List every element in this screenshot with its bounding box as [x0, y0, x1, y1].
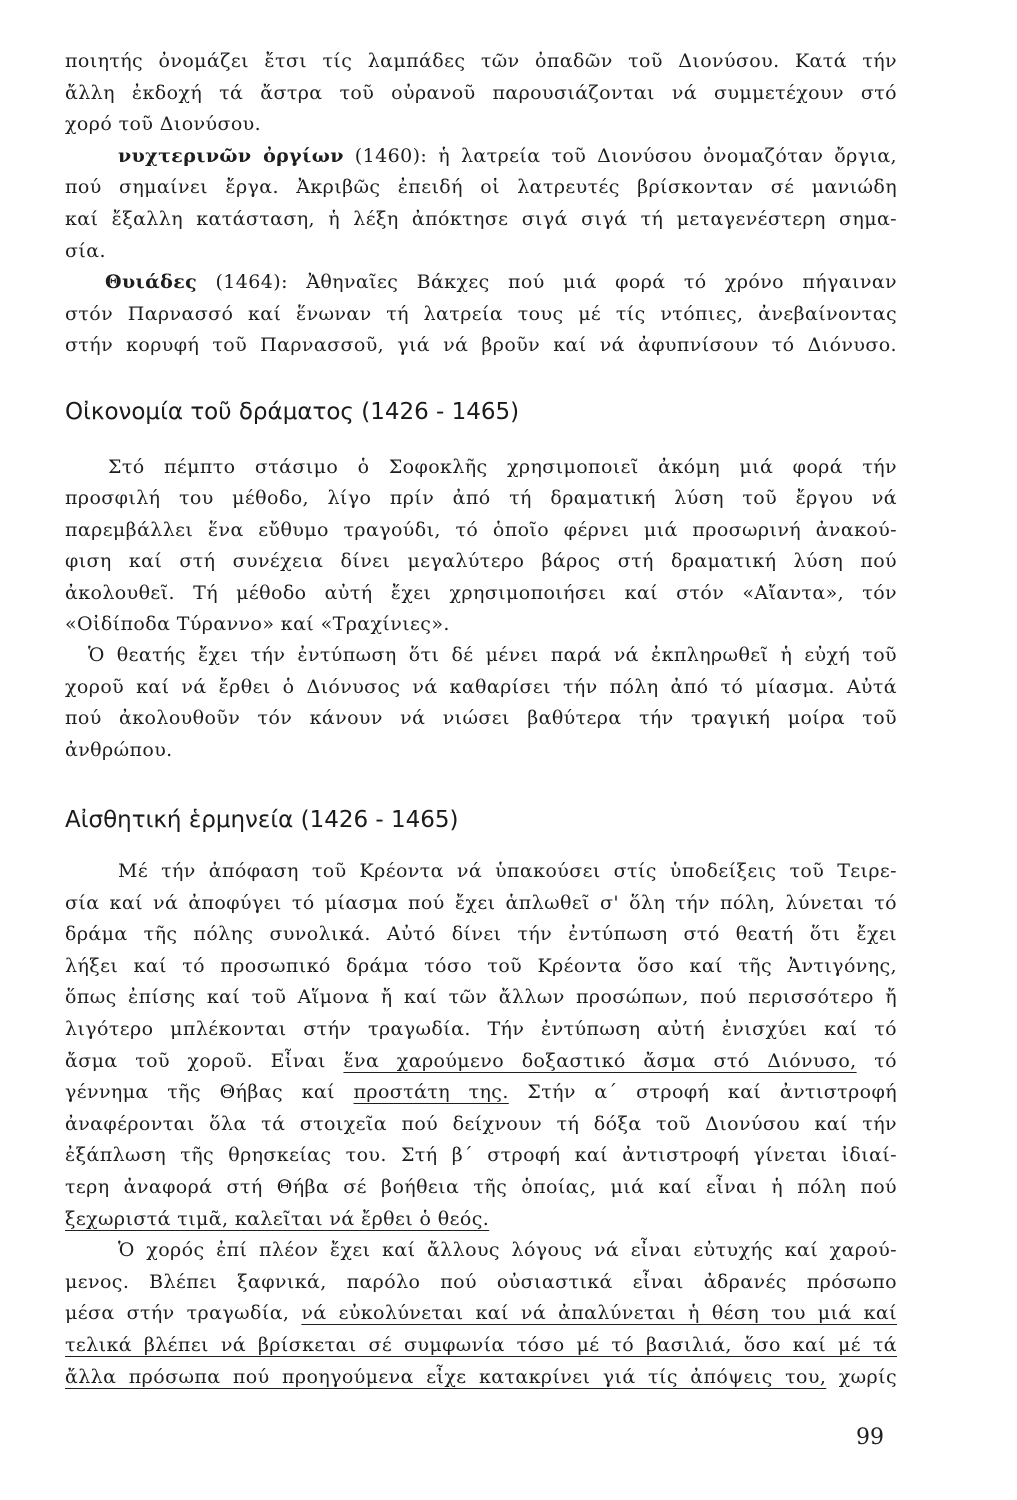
text-line [65, 1267, 897, 1299]
text-line [65, 1077, 897, 1109]
section-heading: Αἰσθητική ἑρμηνεία (1426 - 1465) [65, 807, 459, 833]
underlined-text: ξεχωριστά τιμᾶ, καλεῖται νά ἔρθει ὁ θεός. [65, 1207, 490, 1230]
text-line [65, 1140, 897, 1172]
line-text: ἄλλη ἐκδοχή τά ἄστρα τοῦ οὐρανοῦ παρουσιάζονται νά συμμετέχουν στό [65, 81, 897, 104]
section-aesthetic-body [65, 856, 897, 1393]
section-heading: Οἰκονομία τοῦ δράματος (1426 - 1465) [65, 399, 520, 425]
line-text: πού σημαίνει ἔργα. Ἀκριβῶς ἐπειδή οἱ λατρευτές βρίσκονταν σέ μανιώδη [65, 176, 897, 199]
line-text: χωρίς [826, 1365, 897, 1388]
line-text: μενος. Βλέπει ξαφνικά, παρόλο πού οὐσιαστικά εἶναι ἀδρανές πρόσωπο [65, 1270, 897, 1293]
line-text: (1464): Ἀθηναῖες Βάκχες πού μιά φορά τό χρόνο πήγαιναν [197, 271, 897, 294]
line-text: παρεμβάλλει ἕνα εὔθυμο τραγούδι, τό ὁποῖο φέρνει μιά προσωρινή ἀνακού- [65, 518, 897, 541]
line-text: χοροῦ καί νά ἔρθει ὁ Διόνυσος νά καθαρίσει τήν πόλη ἀπό τό μίασμα. Αὐτά [65, 675, 897, 698]
text-line [65, 1109, 897, 1141]
underlined-text: προστάτη της. [353, 1081, 509, 1104]
line-text: Στό πέμπτο στάσιμο ὁ Σοφοκλῆς χρησιμοποιεῖ ἀκόμη μιά φορά τήν [108, 456, 897, 478]
line-text: Μέ τήν ἀπόφαση τοῦ Κρέοντα νά ὑπακούσει στίς ὑποδείξεις τοῦ Τειρε- [118, 860, 897, 882]
text-line [65, 640, 897, 671]
text-line [65, 78, 897, 110]
line-text: Στήν α΄ στροφή καί ἀντιστροφή [508, 1081, 897, 1104]
text-line [65, 236, 897, 268]
line-text: ἐξάπλωση τῆς θρησκείας του. Στή β΄ στροφή καί ἀντιστροφή γίνεται ἰδιαί- [65, 1144, 897, 1167]
text-line [65, 951, 897, 983]
line-text: τερη ἀναφορά στή Θήβα σέ βοήθεια τῆς ὁποίας, μιά καί εἶναι ἡ πόλη πού [65, 1175, 897, 1198]
text-line [65, 1046, 897, 1078]
gloss-line [65, 141, 897, 173]
text-line [65, 1330, 897, 1362]
line-text: ποιητής ὀνομάζει ἔτσι τίς λαμπάδες τῶν ὀπαδῶν τοῦ Διονύσου. Κατά τήν [65, 50, 897, 72]
text-line [65, 703, 897, 734]
line-text: φιση καί στή συνέχεια δίνει μεγαλύτερο βάρος στή δραματική λύση πού [65, 550, 897, 573]
line-text: ὅπως ἐπίσης καί τοῦ Αἵμονα ἤ καί τῶν ἄλλων προσώπων, πού περισσότερο ἤ [65, 986, 897, 1009]
text-line [65, 1172, 897, 1204]
line-text: γέννημα τῆς Θήβας καί [65, 1081, 354, 1104]
text-line [65, 1014, 897, 1046]
line-text: στήν κορυφή τοῦ Παρνασσοῦ, γιά νά βροῦν καί νά ἀφυπνίσουν τό Διόνυσο. [65, 334, 897, 357]
line-text: (1460): ἡ λατρεία τοῦ Διονύσου ὀνομαζόταν ὄργια, [343, 144, 897, 167]
line-text: πού ἀκολουθοῦν τόν κάνουν νά νιώσει βαθύτερα τήν τραγική μοίρα τοῦ [65, 707, 897, 730]
line-text: σία καί νά ἀποφύγει τό μίασμα πού ἔχει ἁπλωθεῖ σ' ὅλη τήν πόλη, λύνεται τό [65, 891, 897, 914]
line-text: ἀναφέρονται ὅλα τά στοιχεῖα πού δείχνουν τή δόξα τοῦ Διονύσου καί τήν [65, 1112, 897, 1135]
text-line [65, 735, 897, 766]
line-text: στόν Παρνασσό καί ἕνωναν τή λατρεία τους μέ τίς ντόπιες, ἀνεβαίνοντας [65, 302, 897, 325]
line-text: Ὁ θεατής ἔχει τήν ἐντύπωση ὅτι δέ μένει παρά νά ἐκπληρωθεῖ ἡ εὐχή τοῦ [88, 644, 897, 667]
line-text: λήξει καί τό προσωπικό δράμα τόσο τοῦ Κρέοντα ὅσο καί τῆς Ἀντιγόνης, [65, 954, 897, 977]
line-text: καί ἔξαλλη κατάσταση, ἡ λέξη ἀπόκτησε σιγά σιγά τή μεταγενέστερη σημα- [65, 207, 897, 230]
notes-block [65, 46, 897, 362]
gloss-line [65, 267, 897, 299]
line-text: ἀκολουθεῖ. Τή μέθοδο αὐτή ἔχει χρησιμοποιήσει καί στόν «Αἴαντα», τόν [65, 581, 897, 604]
underlined-text: τελικά βλέπει νά βρίσκεται σέ συμφωνία τόσο μέ τό βασιλιά, ὅσο καί μέ τά [65, 1333, 897, 1356]
line-text: «Οἰδίποδα Τύραννο» καί «Τραχίνιες». [65, 612, 450, 635]
text-line [65, 204, 897, 236]
line-text: δράμα τῆς πόλης συνολικά. Αὐτό δίνει τήν ἐντύπωση στό θεατή ὅτι ἔχει [65, 923, 897, 946]
text-line [65, 46, 897, 78]
text-line [65, 578, 897, 609]
gloss-term: νυχτερινῶν ὀργίων [118, 144, 344, 167]
line-text: σία. [65, 239, 106, 262]
text-line [65, 1235, 897, 1267]
gloss-term: Θυιάδες [105, 271, 198, 294]
line-text: τό [856, 1049, 897, 1072]
line-text: λιγότερο μπλέκονται στήν τραγωδία. Τήν ἐντύπωση αὐτή ἐνισχύει καί τό [65, 1017, 897, 1040]
page-number: 99 [856, 1425, 884, 1450]
text-line [65, 888, 897, 920]
text-line [65, 515, 897, 546]
line-text: ἀνθρώπου. [65, 738, 173, 761]
underlined-text: νά εὐκολύνεται καί νά ἀπαλύνεται ἡ θέση του μιά καί [301, 1302, 897, 1325]
text-line [65, 330, 897, 362]
text-line [65, 856, 897, 888]
text-line [65, 172, 897, 204]
line-text: Ὁ χορός ἐπί πλέον ἔχει καί ἄλλους λόγους νά εἶναι εὐτυχής καί χαρού- [118, 1239, 897, 1262]
line-text: χορό τοῦ Διονύσου. [65, 113, 262, 136]
line-text: μέσα στήν τραγωδία, [65, 1302, 302, 1325]
text-line [65, 1362, 897, 1394]
line-text: ἄσμα τοῦ χοροῦ. Εἶναι [65, 1049, 344, 1072]
section-economy-body [65, 452, 897, 766]
text-line [65, 919, 897, 951]
line-text: προσφιλή του μέθοδο, λίγο πρίν ἀπό τή δραματική λύση τοῦ ἔργου νά [65, 487, 897, 510]
text-line [65, 299, 897, 331]
underlined-text: ἕνα χαρούμενο δοξαστικό ἄσμα στό Διόνυσο, [343, 1049, 857, 1072]
text-line [65, 452, 897, 483]
text-line [65, 109, 897, 141]
text-line [65, 609, 897, 640]
text-line [65, 672, 897, 703]
text-line [65, 982, 897, 1014]
text-line [65, 546, 897, 577]
text-line [65, 1298, 897, 1330]
text-line [65, 483, 897, 514]
underlined-text: ἄλλα πρόσωπα πού προηγούμενα εἶχε κατακρίνει γιά τίς ἀπόψεις του, [65, 1365, 827, 1388]
text-line [65, 1204, 897, 1236]
